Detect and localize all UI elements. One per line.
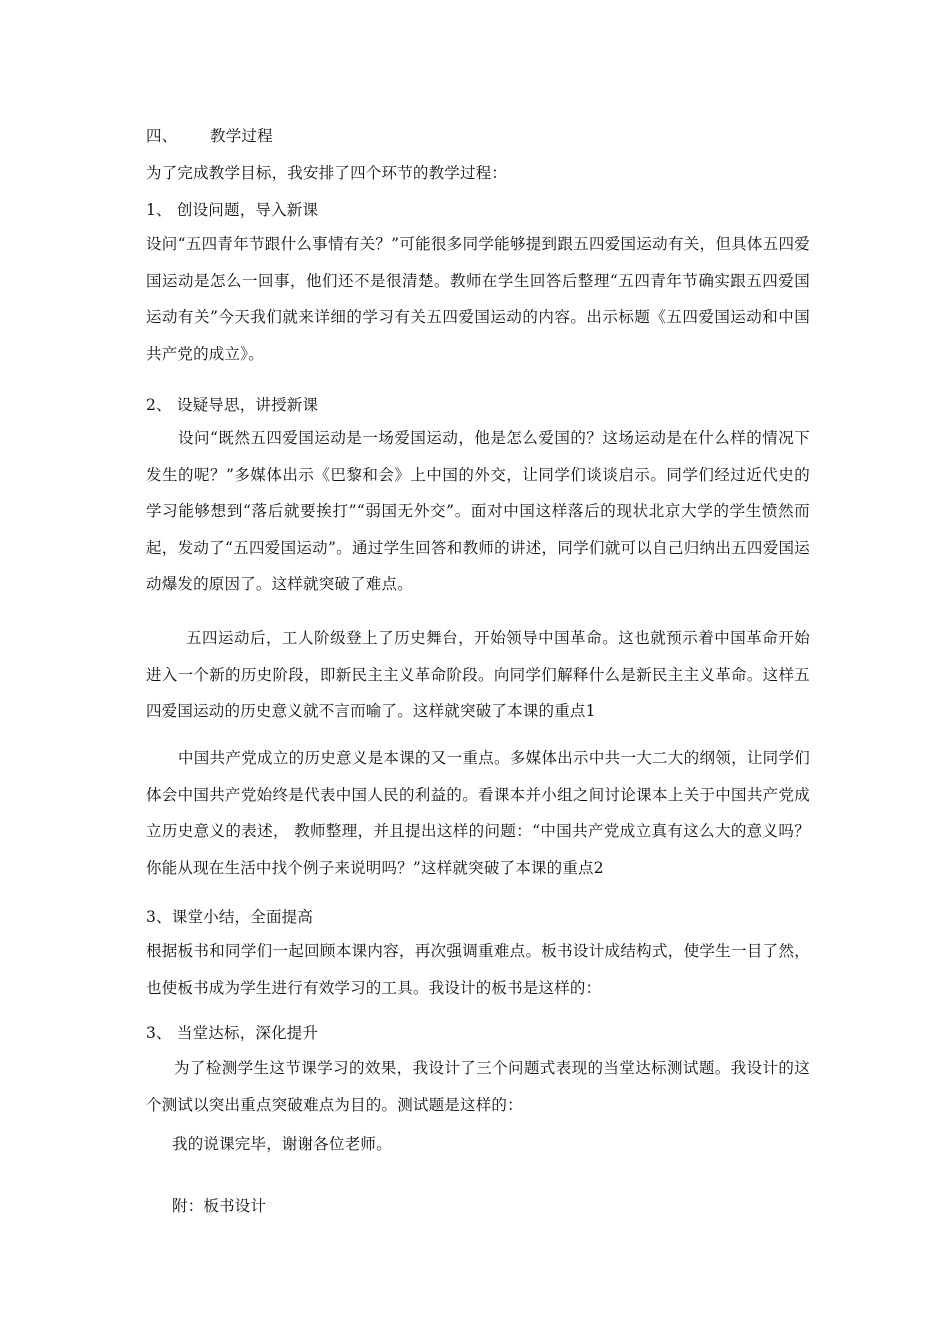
step3-heading: 3、课堂小结，全面提高	[146, 908, 314, 926]
section-title: 教学过程	[210, 127, 273, 145]
step3-paragraph: 根据板书和同学们一起回顾本课内容，再次强调重难点。板书设计成结构式，使学生一目了然，也使板书成为学生进行有效学习的工具。我设计的板书是这样的：	[146, 942, 810, 997]
step2-paragraph-3: 中国共产党成立的历史意义是本课的又一重点。多媒体出示中共一大二大的纲领，让同学们体会中国共产党始终是代表中国人民的利益的。看课本并小组之间讨论课本上关于中国共产党成立历史意义的表述， 教师整理，并且提出这样的问题：“中国共产党成立真有这么大的意义吗？你能从现在生活中找个例子来说明吗？”这样就突破了本课的重点2	[146, 749, 810, 877]
step4-heading: 3、 当堂达标，深化提升	[146, 1024, 319, 1042]
step4-paragraph: 为了检测学生这节课学习的效果，我设计了三个问题式表现的当堂达标测试题。我设计的这个测试以突出重点突破难点为目的。测试题是这样的：	[146, 1059, 810, 1114]
appendix-text: 附：板书设计	[172, 1197, 267, 1215]
section-number: 四、	[146, 127, 178, 145]
section-heading	[146, 126, 816, 146]
step1-heading: 1、 创设问题，导入新课	[146, 201, 319, 219]
step1-paragraph: 设问“五四青年节跟什么事情有关？”可能很多同学能够提到跟五四爱国运动有关，但具体五四爱国运动是怎么一回事，他们还不是很清楚。教师在学生回答后整理“五四青年节确实跟五四爱国运动有关”今天我们就来详细的学习有关五四爱国运动的内容。出示标题《五四爱国运动和中国共产党的成立》。	[146, 235, 810, 363]
closing-text: 我的说课完毕，谢谢各位老师。	[172, 1135, 392, 1153]
step2-paragraph-2: 五四运动后，工人阶级登上了历史舞台，开始领导中国革命。这也就预示着中国革命开始进入一个新的历史阶段，即新民主主义革命阶段。向同学们解释什么是新民主主义革命。这样五四爱国运动的历史意义就不言而喻了。这样就突破了本课的重点1	[146, 629, 810, 720]
step2-paragraph-1: 设问“既然五四爱国运动是一场爱国运动，他是怎么爱国的？这场运动是在什么样的情况下发生的呢？”多媒体出示《巴黎和会》上中国的外交，让同学们谈谈启示。同学们经过近代史的学习能够想到“落后就要挨打”“弱国无外交”。面对中国这样落后的现状北京大学的学生愤然而起，发动了“五四爱国运动”。通过学生回答和教师的讲述，同学们就可以自己归纳出五四爱国运动爆发的原因了。这样就突破了难点。	[146, 429, 810, 593]
intro-text: 为了完成教学目标，我安排了四个环节的教学过程：	[146, 164, 508, 182]
step2-heading: 2、 设疑导思，讲授新课	[146, 396, 319, 414]
